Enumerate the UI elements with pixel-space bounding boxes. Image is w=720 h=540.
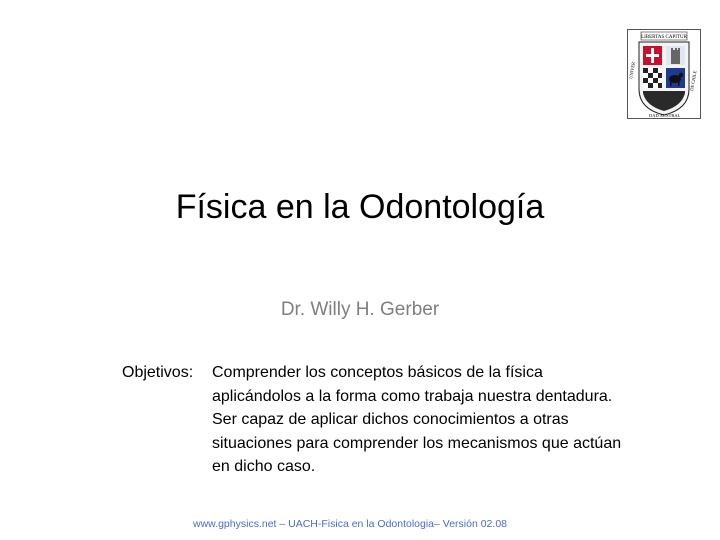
objectives-line: en dicho caso. bbox=[212, 458, 316, 475]
objectives-line: Ser capaz de aplicar dichos conocimientos a otras bbox=[212, 411, 569, 428]
objectives-label: Objetivos: bbox=[122, 364, 194, 381]
svg-text:DE CHILE: DE CHILE bbox=[689, 70, 698, 92]
university-crest-icon bbox=[627, 29, 701, 119]
objectives-line: Comprender los conceptos básicos de la física bbox=[212, 364, 543, 381]
objectives-line: situaciones para comprender los mecanismos que actúan bbox=[212, 434, 622, 452]
svg-text:UNIVER: UNIVER bbox=[628, 61, 636, 80]
svg-text:LIBERTAS CAPITUR: LIBERTAS CAPITUR bbox=[641, 35, 687, 40]
svg-text:DAD AUSTRAL: DAD AUSTRAL bbox=[649, 113, 681, 118]
author-name: Dr. Willy H. Gerber bbox=[280, 299, 440, 320]
objectives-line: aplicándolos a la forma como trabaja nuestra dentadura. bbox=[212, 387, 613, 405]
objectives-text bbox=[212, 361, 652, 479]
slide-title: Física en la Odontología bbox=[175, 188, 545, 226]
slide-footer: www.gphysics.net – UACH-Fisica en la Odontologia– Versión 02.08 bbox=[193, 518, 507, 530]
